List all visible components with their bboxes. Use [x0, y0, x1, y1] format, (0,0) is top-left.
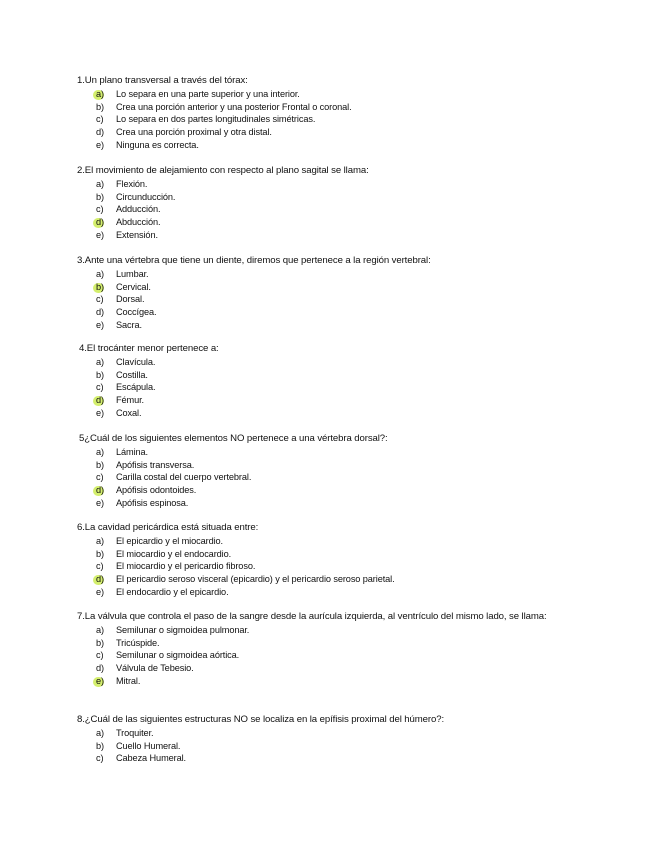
option-text: Cabeza Humeral. — [116, 753, 186, 764]
option-text: Lo separa en dos partes longitudinales simétricas. — [116, 114, 316, 125]
option-letter: c) — [96, 561, 104, 572]
question-text: 5¿Cuál de los siguientes elementos NO pertenece a una vértebra dorsal?: — [79, 433, 388, 444]
option-c — [77, 649, 577, 662]
option-a — [77, 727, 577, 740]
question-2 — [77, 165, 577, 242]
option-text: Sacra. — [116, 319, 142, 330]
option-e — [77, 229, 577, 242]
option-text: Troquiter. — [116, 727, 154, 738]
option-letter: e) — [96, 229, 104, 240]
correct-answer-highlight: d) — [96, 573, 108, 586]
option-text: Apófisis espinosa. — [116, 497, 189, 508]
question-text: 7.La válvula que controla el paso de la sangre desde la aurícula izquierda, al ventrículo del mismo lado, se llama: — [77, 611, 547, 622]
question-7 — [77, 611, 577, 688]
option-a — [77, 88, 577, 101]
question-6 — [77, 522, 577, 599]
option-d — [77, 394, 577, 407]
question-text: 8.¿Cuál de las siguientes estructuras NO se localiza en la epífisis proximal del húmero?: — [77, 714, 445, 725]
question-4 — [77, 343, 577, 420]
option-e — [77, 675, 577, 688]
option-e — [77, 139, 577, 152]
option-a — [77, 356, 577, 369]
option-d — [77, 306, 577, 319]
option-letter: b) — [96, 548, 104, 559]
option-letter: c) — [96, 382, 104, 393]
option-text: Coccígea. — [116, 307, 157, 318]
option-d — [77, 573, 577, 586]
option-text: Escápula. — [116, 382, 156, 393]
option-letter: b) — [96, 459, 104, 470]
option-text: Carilla costal del cuerpo vertebral. — [116, 472, 252, 483]
option-letter: d) — [96, 663, 104, 674]
option-a — [77, 268, 577, 281]
option-text: Coxal. — [116, 407, 142, 418]
option-d — [77, 126, 577, 139]
option-letter: a) — [96, 535, 104, 546]
option-letter: c) — [96, 294, 104, 305]
question-5 — [77, 433, 577, 510]
option-letter: e) — [96, 407, 104, 418]
option-text: Crea una porción anterior y una posterior Frontal o coronal. — [116, 101, 352, 112]
option-text: Lámina. — [116, 446, 148, 457]
option-c — [77, 560, 577, 573]
option-letter: a) — [96, 178, 104, 189]
option-text: El epicardio y el miocardio. — [116, 535, 223, 546]
option-b — [77, 740, 577, 753]
option-c — [77, 752, 577, 765]
option-text: Tricúspide. — [116, 637, 160, 648]
option-text: Crea una porción proximal y otra distal. — [116, 127, 272, 138]
option-letter: c) — [96, 753, 104, 764]
question-3 — [77, 255, 577, 332]
option-c — [77, 113, 577, 126]
option-text: Circunducción. — [116, 191, 176, 202]
option-text: Lo separa en una parte superior y una interior. — [116, 88, 300, 99]
option-d — [77, 484, 577, 497]
question-text: 1.Un plano transversal a través del tórax: — [77, 75, 248, 86]
option-letter: b) — [96, 740, 104, 751]
option-letter: d) — [96, 307, 104, 318]
option-text: El endocardio y el epicardio. — [116, 586, 229, 597]
correct-answer-highlight: d) — [96, 216, 108, 229]
option-text: El pericardio seroso visceral (epicardio) y el pericardio seroso parietal. — [116, 574, 395, 585]
option-a — [77, 535, 577, 548]
option-letter: a) — [96, 268, 104, 279]
option-text: Mitral. — [116, 675, 141, 686]
option-letter: b) — [96, 191, 104, 202]
option-d — [77, 216, 577, 229]
option-letter: d) — [96, 127, 104, 138]
correct-answer-highlight: b) — [96, 281, 108, 294]
question-text: 2.El movimiento de alejamiento con respecto al plano sagital se llama: — [77, 165, 369, 176]
option-text: Semilunar o sigmoidea pulmonar. — [116, 624, 250, 635]
option-b — [77, 281, 577, 294]
option-e — [77, 497, 577, 510]
option-letter: e) — [96, 586, 104, 597]
option-letter: b) — [96, 369, 104, 380]
option-text: Lumbar. — [116, 268, 149, 279]
option-text: Apófisis odontoides. — [116, 485, 197, 496]
question-text: 3.Ante una vértebra que tiene un diente, diremos que pertenece a la región vertebral: — [77, 255, 431, 266]
correct-answer-highlight: e) — [96, 675, 108, 688]
option-letter: a) — [96, 356, 104, 367]
option-text: Abducción. — [116, 217, 161, 228]
option-text: Ninguna es correcta. — [116, 139, 199, 150]
option-c — [77, 203, 577, 216]
option-letter: e) — [96, 139, 104, 150]
option-c — [77, 381, 577, 394]
option-text: Flexión. — [116, 178, 148, 189]
option-letter: c) — [96, 204, 104, 215]
option-c — [77, 471, 577, 484]
option-e — [77, 319, 577, 332]
question-8 — [77, 714, 577, 765]
option-text: Clavícula. — [116, 356, 156, 367]
option-text: Cuello Humeral. — [116, 740, 181, 751]
option-text: El miocardio y el endocardio. — [116, 548, 232, 559]
correct-answer-highlight: d) — [96, 484, 108, 497]
option-b — [77, 548, 577, 561]
option-b — [77, 637, 577, 650]
question-text: 4.El trocánter menor pertenece a: — [79, 343, 219, 354]
option-letter: c) — [96, 472, 104, 483]
option-b — [77, 101, 577, 114]
option-letter: c) — [96, 650, 104, 661]
option-b — [77, 369, 577, 382]
option-letter: a) — [96, 727, 104, 738]
question-1 — [77, 75, 577, 152]
option-letter: a) — [96, 624, 104, 635]
option-b — [77, 191, 577, 204]
option-text: Adducción. — [116, 204, 161, 215]
option-letter: b) — [96, 637, 104, 648]
option-a — [77, 178, 577, 191]
option-e — [77, 407, 577, 420]
option-text: Válvula de Tebesio. — [116, 663, 194, 674]
option-text: Apófisis transversa. — [116, 459, 195, 470]
option-text: Fémur. — [116, 395, 144, 406]
correct-answer-highlight: a) — [96, 88, 108, 101]
option-a — [77, 446, 577, 459]
option-letter: e) — [96, 497, 104, 508]
option-text: Costilla. — [116, 369, 148, 380]
option-text: Cervical. — [116, 281, 151, 292]
option-letter: e) — [96, 319, 104, 330]
option-letter: a) — [96, 446, 104, 457]
option-a — [77, 624, 577, 637]
option-b — [77, 459, 577, 472]
option-d — [77, 662, 577, 675]
option-letter: b) — [96, 101, 104, 112]
option-c — [77, 293, 577, 306]
option-text: Extensión. — [116, 229, 158, 240]
correct-answer-highlight: d) — [96, 394, 108, 407]
option-e — [77, 586, 577, 599]
option-letter: c) — [96, 114, 104, 125]
option-text: Dorsal. — [116, 294, 145, 305]
option-text: El miocardio y el pericardio fibroso. — [116, 561, 256, 572]
question-text: 6.La cavidad pericárdica está situada entre: — [77, 522, 259, 533]
option-text: Semilunar o sigmoidea aórtica. — [116, 650, 240, 661]
